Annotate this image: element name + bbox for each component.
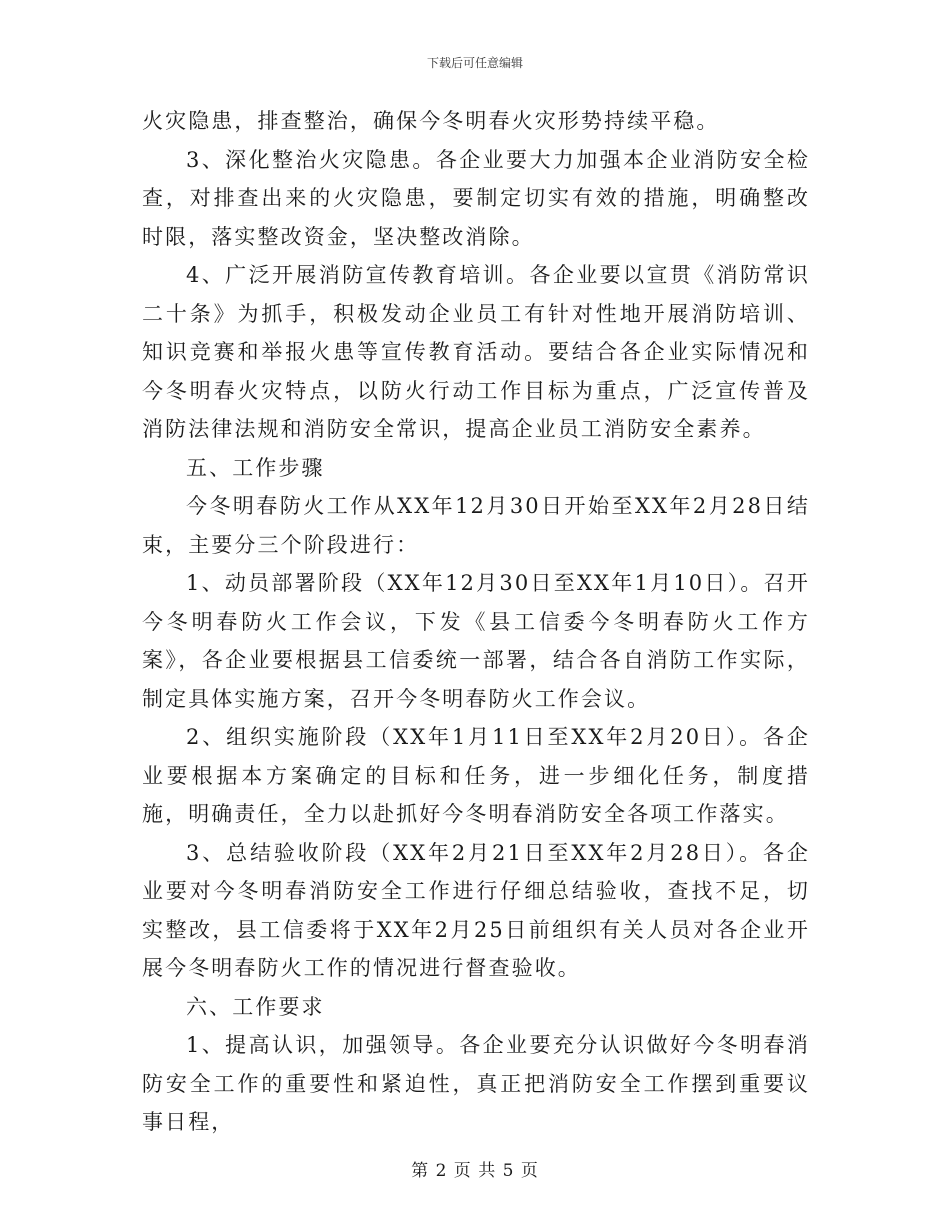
paragraph-steps-intro: 今冬明春防火工作从XX年12月30日开始至XX年2月28日结束，主要分三个阶段进行：: [142, 494, 810, 557]
section-heading-steps: 五、工作步骤: [186, 455, 325, 480]
page-number: 第 2 页 共 5 页: [411, 1161, 539, 1181]
paragraph-continuation: 火灾隐患，排查整治，确保今冬明春火灾形势持续平稳。: [142, 109, 720, 133]
paragraph-requirement-1: 1、提高认识，加强领导。各企业要充分认识做好今冬明春消防安全工作的重要性和紧迫性，真正把消防安全工作摆到重要议事日程，: [142, 1033, 810, 1134]
section-heading-requirements: 六、工作要求: [186, 994, 325, 1019]
paragraph-item-4: 4、广泛开展消防宣传教育培训。各企业要以宣贯《消防常识二十条》为抓手，积极发动企业员工有针对性地开展消防培训、知识竞赛和举报火患等宣传教育活动。要结合各企业实际情况和今冬明春火灾特点，以防火行动工作目标为重点，广泛宣传普及消防法律法规和消防安全常识，提高企业员工消防安全素养。: [142, 263, 810, 441]
paragraph-step-2: 2、组织实施阶段（XX年1月11日至XX年2月20日）。各企业要根据本方案确定的目标和任务，进一步细化任务，制度措施，明确责任，全力以赴抓好今冬明春消防安全各项工作落实。: [142, 725, 810, 826]
page-header: 下载后可任意编辑: [426, 56, 523, 70]
paragraph-step-1: 1、动员部署阶段（XX年12月30日至XX年1月10日）。召开今冬明春防火工作会议，下发《县工信委今冬明春防火工作方案》，各企业要根据县工信委统一部署，结合各自消防工作实际，制定具体实施方案，召开今冬明春防火工作会议。: [142, 571, 810, 711]
paragraph-step-3: 3、总结验收阶段（XX年2月21日至XX年2月28日）。各企业要对今冬明春消防安全工作进行仔细总结验收，查找不足，切实整改，县工信委将于XX年2月25日前组织有关人员对各企业开展今冬明春防火工作的情况进行督查验收。: [142, 840, 810, 980]
paragraph-item-3: 3、深化整治火灾隐患。各企业要大力加强本企业消防安全检查，对排查出来的火灾隐患，要制定切实有效的措施，明确整改时限，落实整改资金，坚决整改消除。: [142, 147, 810, 249]
document-body: [142, 102, 810, 1142]
